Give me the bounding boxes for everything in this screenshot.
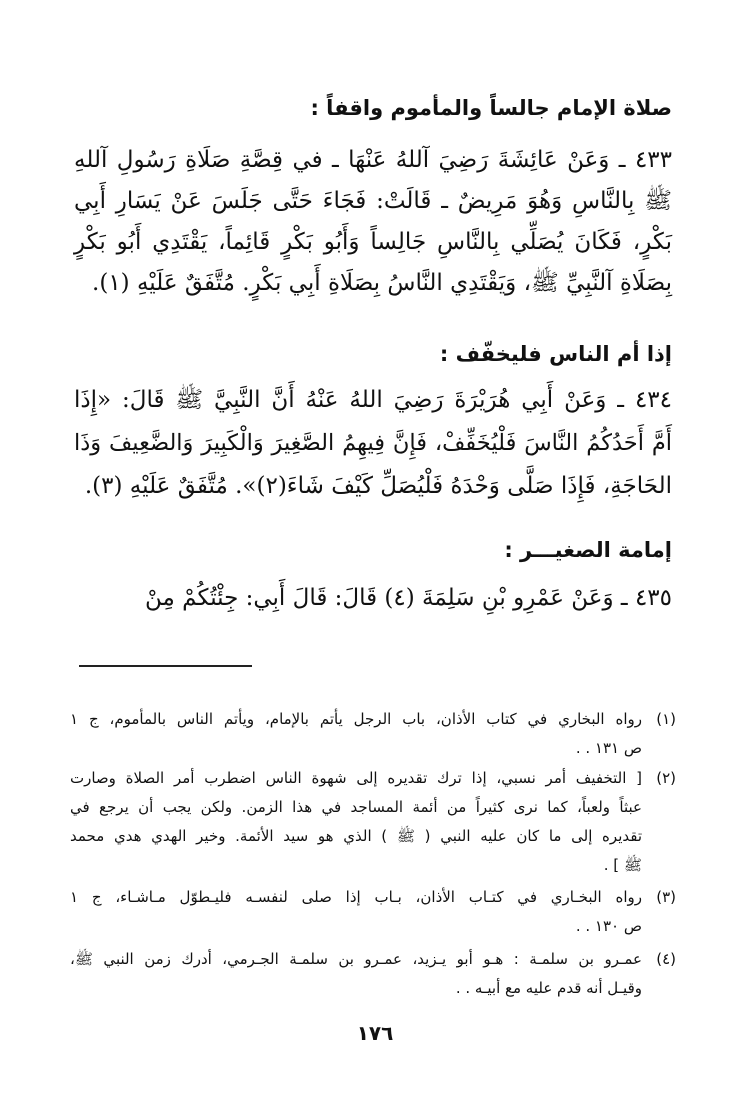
hadith-line: بَكْرٍ، فَكَانَ يُصَلِّي بِالنَّاسِ جَالِساً وَأَبُو بَكْرٍ قَائِماً، يَقْتَدِي أَبُو بَكْرٍ	[74, 229, 672, 255]
footnote	[70, 705, 676, 763]
footnote-line: وقيـل أنه قدم عليه مع أبيـه . .	[455, 979, 642, 997]
footnote	[70, 945, 676, 1003]
hadith-line: أَمَّ أَحَدُكُمُ النَّاسَ فَلْيُخَفِّفْ، فَإِنَّ فِيهِمُ الصَّغِيرَ وَالْكَبِيرَ وَالضَّعِيفَ وَذَا	[74, 430, 672, 456]
footnote-line: ص ١٣١ . .	[575, 739, 642, 757]
footnote-number: (٤)	[656, 950, 676, 968]
page-number: ١٧٦	[356, 1021, 394, 1045]
footnote-line: [ التخفيف أمر نسبي، إذا ترك تقديره إلى شهوة الناس اضطرب أمر الصلاة وصارت	[70, 769, 642, 787]
hadith-line: ٤٣٤ ـ وَعَنْ أَبِي هُرَيْرَةَ رَضِيَ اللهُ عَنْهُ أَنَّ النَّبِيَّ ﷺ قَالَ: «إِذَا	[74, 387, 672, 413]
footnote-line: ﷺ ] .	[603, 856, 642, 874]
footnote-separator	[79, 665, 252, 667]
hadith-line: بِصَلَاةِ آلنَّبِيِّ ﷺ، وَيَقْتَدِي النَّاسُ بِصَلَاةِ أَبِي بَكْرٍ. مُتَّفَقٌ عَلَيْهِ (١).	[92, 270, 672, 296]
hadith-line: ٤٣٣ ـ وَعَنْ عَائِشَةَ رَضِيَ آللهُ عَنْهَا ـ في قِصَّةِ صَلَاةِ رَسُولِ آللهِ	[74, 147, 672, 173]
footnote	[70, 883, 676, 941]
footnote-line: عمـرو بن سلمـة : هـو أبو يـزيد، عمـرو بن سلمـة الجـرمي، أدرك زمن النبي ﷺ،	[70, 950, 642, 968]
footnote	[70, 764, 676, 880]
footnote-line: رواه البخـاري في كتـاب الأذان، بـاب إذا صلى لنفسـه فليـطوّل مـاشـاء، ج ١	[70, 888, 642, 906]
hadith-line: الحَاجَةِ، فَإِذَا صَلَّى وَحْدَهُ فَلْيُصَلِّ كَيْفَ شَاءَ(٢)». مُتَّفَقٌ عَلَيْهِ (٣).	[84, 473, 672, 499]
section-heading: إذا أم الناس فليخفّف :	[439, 342, 672, 366]
footnote-line: عبثاً ولعباً، كما نرى كثيراً من أئمة المساجد في هذا الزمن. ولكن يجب أن يرجع في	[70, 798, 642, 816]
hadith-line: ٤٣٥ ـ وَعَنْ عَمْرِو بْنِ سَلِمَةَ (٤) قَالَ: قَالَ أَبِي: جِئْتُكُمْ مِنْ	[145, 585, 672, 611]
footnote-line: رواه البخاري في كتاب الأذان، باب الرجل يأتم بالإمام، ويأتم الناس بالمأموم، ج ١	[70, 710, 642, 728]
section-heading: إمامة الصغيـــر :	[504, 538, 672, 562]
footnote-number: (٢)	[656, 769, 676, 787]
footnote-line: ص ١٣٠ . .	[575, 917, 642, 935]
hadith-line: ﷺ بِالنَّاسِ وَهُوَ مَرِيضٌ ـ قَالَتْ: فَجَاءَ حَتَّى جَلَسَ عَنْ يَسَارِ أَبِي	[74, 188, 672, 214]
footnote-number: (١)	[656, 710, 676, 728]
footnote-line: تقديره إلى ما كان عليه النبي ( ﷺ ) الذي هو سيد الأئمة. وخير الهدي هدي محمد	[70, 827, 642, 845]
section-heading: صلاة الإمام جالساً والمأموم واقفاً :	[310, 96, 672, 120]
footnote-number: (٣)	[656, 888, 676, 906]
